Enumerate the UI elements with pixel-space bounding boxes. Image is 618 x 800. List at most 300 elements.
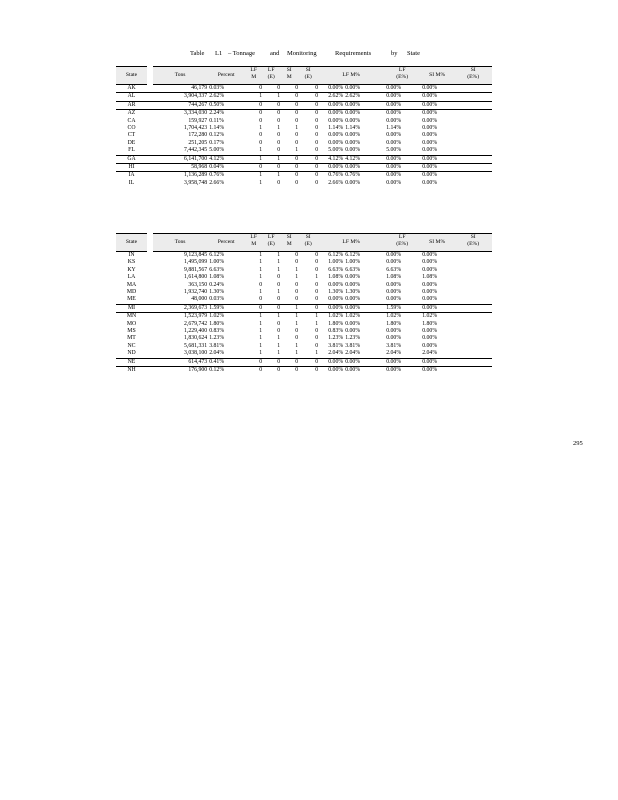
table-row — [116, 267, 492, 274]
cell-lf-m-pct: 0.00% — [345, 296, 361, 303]
cell-lf-m: 0 — [245, 367, 262, 375]
cell-si-m: 0 — [280, 358, 298, 366]
header-si-m-pct: SI M% — [420, 66, 454, 85]
table-row — [116, 164, 492, 172]
cell-pct: 1.23% — [328, 335, 344, 342]
cell-tons: 3,038,100 — [184, 350, 208, 357]
cell-si-e: 0 — [298, 155, 318, 163]
cell-si-e: 0 — [315, 281, 319, 288]
cell-lf-e: 1 — [262, 313, 280, 321]
cell-lf-e-pct: 1.59% — [384, 304, 420, 312]
header-lf-m — [245, 233, 262, 252]
cell-pct: 0.00% — [318, 110, 343, 118]
cell-si-e: 0 — [315, 342, 319, 349]
cell-tons: 3,904,337 — [184, 93, 208, 100]
header-lf-m-line2: M — [251, 74, 257, 80]
cell-lf-m: 1 — [259, 252, 263, 258]
cell-si-m: 0 — [295, 117, 299, 124]
cell-lf-e-pct: 6.63% — [386, 266, 402, 273]
header-lf-m-pct: LF M% — [318, 233, 384, 252]
header-lf-m-line1: LF — [250, 234, 257, 240]
cell-lf-m: 0 — [245, 101, 262, 109]
cell-lf-m-pct: 1.02% — [343, 313, 384, 321]
cell-tons: 363,150 — [188, 281, 208, 288]
cell-si-e: 1 — [298, 313, 318, 321]
cell-percent: 0.17% — [209, 139, 225, 146]
cell-si-m: 0 — [280, 110, 298, 118]
cell-si-m: 0 — [295, 289, 299, 296]
cell-lf-e: 0 — [277, 85, 281, 91]
cell-lf-e-pct: 0.00% — [384, 110, 420, 118]
cell-tons: 9,881,567 — [184, 266, 208, 273]
cell-lf-m-pct: 2.04% — [345, 350, 361, 357]
cell-lf-m: 1 — [245, 172, 262, 180]
table-row — [116, 313, 492, 321]
cell-lf-e: 0 — [277, 179, 281, 186]
cell-lf-m-pct: 0.00% — [343, 110, 384, 118]
cell-lf-m: 0 — [245, 164, 262, 172]
cell-si-m: 0 — [280, 164, 298, 172]
table-row — [116, 155, 492, 163]
cell-tons: 46,179 — [191, 85, 208, 91]
cell-lf-e: 1 — [277, 266, 281, 273]
cell-lf-e-pct: 0.00% — [386, 179, 402, 186]
cell-percent: 1.08% — [209, 274, 225, 281]
header-lf-m-line2: M — [251, 241, 257, 247]
cell-si-m-pct: 0.00% — [422, 259, 438, 266]
cell-state: MD — [126, 289, 137, 296]
cell-lf-e: 0 — [262, 304, 280, 312]
cell-si-m: 1 — [295, 350, 299, 357]
table-row — [116, 304, 492, 312]
header-lf-e-line1: LF — [267, 234, 275, 240]
table-row — [116, 367, 492, 375]
cell-lf-m-pct: 0.00% — [345, 274, 361, 281]
header-state: State — [116, 66, 147, 85]
cell-pct: 1.00% — [328, 259, 344, 266]
cell-lf-e-pct: 0.00% — [386, 139, 402, 146]
cell-lf-m: 0 — [259, 139, 263, 146]
cell-lf-e-pct: 1.80% — [386, 320, 402, 327]
title-requirements: Requirements — [335, 50, 372, 57]
cell-percent: 1.80% — [209, 320, 225, 327]
cell-lf-m: 1 — [259, 147, 263, 154]
cell-lf-e-pct: 0.00% — [384, 101, 420, 109]
cell-pct: 4.12% — [318, 155, 343, 163]
header-lf-e-pct-line1: LF — [398, 234, 406, 240]
header-si-e-line2: (E) — [304, 241, 312, 247]
cell-si-e: 0 — [315, 266, 319, 273]
cell-lf-m: 0 — [245, 304, 262, 312]
table-row — [116, 118, 492, 125]
table-row — [116, 274, 492, 281]
cell-pct: 2.62% — [318, 93, 343, 101]
cell-lf-m-pct: 0.00% — [345, 85, 361, 91]
cell-lf-e: 1 — [262, 172, 280, 180]
cell-si-m: 0 — [295, 259, 299, 266]
cell-lf-e-pct: 2.04% — [386, 350, 402, 357]
cell-state: AR — [116, 101, 147, 109]
header-percent: Percent — [207, 66, 245, 85]
cell-si-e: 0 — [315, 289, 319, 296]
cell-si-m-pct: 1.08% — [422, 274, 438, 281]
cell-si-m-pct: 0.00% — [422, 289, 438, 296]
header-lf-e-pct-line1: LF — [398, 67, 406, 73]
cell-lf-m-pct: 0.00% — [343, 164, 384, 172]
cell-state: KY — [127, 266, 136, 273]
cell-si-m: 1 — [295, 147, 299, 154]
table-row — [116, 328, 492, 335]
header-tons: Tons — [153, 66, 207, 85]
cell-si-e: 0 — [298, 101, 318, 109]
cell-lf-m: 1 — [259, 320, 263, 327]
cell-si-m-pct: 0.00% — [422, 342, 438, 349]
cell-percent: 1.23% — [209, 335, 225, 342]
header-si-e-line2: (E) — [304, 74, 312, 80]
cell-tons: 9,123,845 — [184, 252, 208, 258]
cell-si-m: 1 — [295, 266, 299, 273]
cell-pct: 0.00% — [318, 367, 343, 375]
cell-si-e: 0 — [315, 125, 319, 132]
cell-percent: 0.83% — [209, 328, 225, 335]
cell-lf-m: 1 — [245, 313, 262, 321]
cell-lf-m-pct: 0.76% — [343, 172, 384, 180]
cell-state: AL — [116, 93, 147, 101]
cell-lf-m-pct: 0.00% — [345, 179, 361, 186]
cell-si-m-pct: 0.00% — [420, 172, 454, 180]
cell-si-m: 1 — [295, 274, 299, 281]
cell-pct: 0.00% — [328, 85, 344, 91]
header-si-e-pct-line2: (E%) — [467, 241, 480, 247]
cell-pct: 0.83% — [328, 328, 344, 335]
title-state: State — [407, 50, 420, 57]
cell-si-m-pct: 0.00% — [420, 358, 454, 366]
title-by: by — [391, 50, 398, 57]
cell-state: AZ — [116, 110, 147, 118]
cell-si-m-pct: 0.00% — [422, 117, 438, 124]
header-si-e-pct-line1: SI — [470, 234, 476, 240]
cell-si-m: 0 — [295, 296, 299, 303]
cell-lf-e-pct: 0.00% — [386, 335, 402, 342]
cell-lf-e: 0 — [277, 117, 281, 124]
cell-pct: 2.04% — [328, 350, 344, 357]
table-row — [116, 125, 492, 132]
cell-lf-m: 1 — [259, 125, 263, 132]
cell-tons: 1,614,800 — [184, 274, 208, 281]
cell-si-e: 0 — [315, 139, 319, 146]
cell-state: NC — [127, 342, 136, 349]
cell-lf-m: 0 — [259, 281, 263, 288]
header-lf-e-line2: (E) — [267, 74, 275, 80]
cell-si-m: 1 — [280, 313, 298, 321]
cell-si-e: 0 — [298, 172, 318, 180]
cell-pct: 0.00% — [328, 281, 344, 288]
cell-lf-m-pct: 0.00% — [343, 367, 384, 375]
cell-pct: 6.12% — [328, 252, 344, 258]
cell-si-m: 0 — [295, 252, 299, 258]
cell-si-m-pct: 0.00% — [422, 147, 438, 154]
cell-lf-m: 1 — [259, 335, 263, 342]
data-table-1 — [116, 66, 492, 187]
cell-state: LA — [127, 274, 136, 281]
cell-tons: 7,442,345 — [184, 147, 208, 154]
cell-pct: 5.00% — [328, 147, 344, 154]
table-row — [116, 132, 492, 139]
table-row — [116, 93, 492, 101]
cell-state: NE — [116, 358, 147, 366]
cell-lf-m-pct: 1.14% — [345, 125, 361, 132]
cell-percent: 1.00% — [209, 259, 225, 266]
cell-si-e: 1 — [315, 320, 319, 327]
cell-si-m-pct: 2.04% — [422, 350, 438, 357]
cell-lf-e-pct: 3.81% — [386, 342, 402, 349]
cell-si-e: 1 — [315, 350, 319, 357]
cell-lf-m-pct: 6.63% — [345, 266, 361, 273]
cell-state: CO — [127, 125, 136, 132]
cell-pct: 0.00% — [328, 132, 344, 139]
cell-si-m: 1 — [295, 125, 299, 132]
cell-lf-m-pct: 0.00% — [345, 139, 361, 146]
cell-tons: 2,679,742 — [184, 320, 208, 327]
cell-lf-e-pct: 0.00% — [386, 328, 402, 335]
cell-pct: 0.00% — [318, 304, 343, 312]
table-row — [116, 282, 492, 289]
cell-si-m-pct: 0.00% — [422, 281, 438, 288]
cell-si-m: 0 — [295, 281, 299, 288]
table-row — [116, 252, 492, 259]
cell-tons: 1,136,289 — [184, 172, 208, 179]
header-lf-e — [262, 66, 280, 85]
cell-tons: 3,958,748 — [184, 179, 208, 186]
cell-lf-e: 0 — [277, 328, 281, 335]
header-lf-m-line1: LF — [250, 67, 257, 73]
cell-lf-e-pct: 0.00% — [386, 85, 402, 91]
cell-tons: 172,280 — [188, 132, 208, 139]
cell-si-e: 0 — [315, 132, 319, 139]
cell-tons: 5,681,331 — [184, 342, 208, 349]
cell-lf-e-pct: 1.08% — [386, 274, 402, 281]
table-row — [116, 335, 492, 342]
header-lf-m-pct: LF M% — [318, 66, 384, 85]
cell-si-e: 0 — [298, 110, 318, 118]
cell-si-m-pct: 0.00% — [420, 367, 454, 375]
cell-lf-m: 0 — [259, 132, 263, 139]
cell-state: KS — [127, 259, 136, 266]
cell-lf-e-pct: 0.00% — [386, 117, 402, 124]
cell-lf-e: 0 — [277, 281, 281, 288]
cell-percent: 3.81% — [209, 342, 225, 349]
header-state: State — [116, 233, 147, 252]
cell-state: ND — [127, 350, 136, 357]
cell-lf-m-pct: 1.30% — [345, 289, 361, 296]
cell-state: IN — [128, 252, 135, 258]
cell-state: CT — [127, 132, 136, 139]
cell-si-e: 0 — [315, 85, 319, 91]
table-row — [116, 140, 492, 147]
cell-pct: 1.08% — [328, 274, 344, 281]
cell-lf-e-pct: 0.00% — [386, 281, 402, 288]
cell-tons: 6,141,700 — [184, 155, 208, 162]
cell-si-m: 0 — [280, 155, 298, 163]
cell-lf-e-pct: 0.00% — [384, 367, 420, 375]
cell-si-e: 0 — [315, 335, 319, 342]
cell-percent: 1.59% — [207, 304, 245, 312]
cell-percent: 0.03% — [209, 85, 225, 91]
cell-pct: 0.00% — [318, 164, 343, 172]
cell-si-e: 0 — [315, 179, 319, 186]
header-si-e-pct — [454, 233, 492, 252]
header-si-e — [298, 66, 318, 85]
cell-lf-e: 1 — [277, 350, 281, 357]
cell-percent: 6.12% — [209, 252, 225, 258]
cell-percent: 4.12% — [207, 155, 245, 163]
cell-lf-m: 1 — [259, 259, 263, 266]
cell-lf-e: 0 — [277, 147, 281, 154]
cell-lf-e-pct: 0.00% — [384, 358, 420, 366]
header-row — [116, 233, 492, 252]
cell-tons: 251,205 — [188, 139, 208, 146]
cell-si-e: 0 — [298, 164, 318, 172]
header-si-e-line1: SI — [305, 234, 311, 240]
cell-lf-m: 1 — [259, 266, 263, 273]
cell-tons: 2,369,673 — [184, 304, 208, 311]
table-row — [116, 259, 492, 266]
header-si-e-pct-line1: SI — [470, 67, 476, 73]
cell-lf-m-pct: 0.00% — [343, 358, 384, 366]
cell-tons: 744,267 — [184, 101, 207, 109]
cell-si-m-pct: 0.00% — [422, 335, 438, 342]
table-row — [116, 321, 492, 328]
data-table-2 — [116, 233, 492, 375]
cell-si-e: 0 — [298, 367, 318, 375]
cell-lf-m: 0 — [259, 85, 263, 91]
cell-lf-m-pct: 0.00% — [345, 328, 361, 335]
page-number: 295 — [573, 440, 583, 447]
cell-lf-e-pct: 1.14% — [386, 125, 402, 132]
header-lf-e-line2: (E) — [267, 241, 275, 247]
cell-tons: 1,830,624 — [184, 335, 208, 342]
header-si-e-pct-line2: (E%) — [467, 74, 480, 80]
cell-lf-m: 0 — [259, 117, 263, 124]
table-title — [0, 50, 618, 60]
cell-state: GA — [116, 155, 147, 163]
cell-state: AK — [127, 85, 136, 91]
header-lf-e-pct-line2: (E%) — [396, 241, 409, 247]
cell-tons: 1,704,423 — [184, 125, 208, 132]
cell-si-e: 0 — [298, 304, 318, 312]
cell-si-e: 0 — [315, 117, 319, 124]
cell-state: IA — [116, 172, 147, 180]
header-si-m-pct: SI M% — [420, 233, 454, 252]
table-row — [116, 172, 492, 180]
header-si-e — [298, 233, 318, 252]
cell-lf-e-pct: 0.00% — [386, 132, 402, 139]
cell-percent: 0.24% — [209, 281, 225, 288]
cell-si-m-pct: 0.00% — [422, 266, 438, 273]
cell-lf-e: 0 — [277, 274, 281, 281]
cell-si-m-pct: 0.00% — [422, 85, 438, 91]
cell-percent: 1.30% — [209, 289, 225, 296]
cell-pct: 0.00% — [328, 139, 344, 146]
title-monitoring: Monitoring — [287, 50, 317, 57]
cell-lf-e: 1 — [277, 259, 281, 266]
cell-lf-e: 0 — [262, 110, 280, 118]
cell-percent: 0.12% — [209, 132, 225, 139]
cell-tons: 614,473 — [184, 358, 207, 366]
cell-lf-e: 0 — [277, 320, 281, 327]
cell-state: MA — [126, 281, 137, 288]
cell-si-m-pct: 0.00% — [422, 252, 438, 258]
cell-lf-e-pct: 0.00% — [384, 155, 420, 163]
cell-tons: 159,927 — [188, 117, 208, 124]
cell-si-m-pct: 0.00% — [422, 125, 438, 132]
table-row — [116, 343, 492, 350]
cell-tons: 1,523,979 — [184, 313, 208, 320]
cell-state: NH — [116, 367, 147, 375]
cell-si-e: 0 — [315, 259, 319, 266]
cell-lf-e: 0 — [262, 164, 280, 172]
cell-state: ME — [127, 296, 136, 303]
cell-si-m: 0 — [280, 367, 298, 375]
cell-state: DE — [127, 139, 136, 146]
cell-lf-e: 1 — [277, 252, 281, 258]
cell-si-m: 1 — [295, 320, 299, 327]
cell-si-m-pct: 0.00% — [422, 179, 438, 186]
table-row — [116, 350, 492, 358]
cell-percent: 0.50% — [207, 101, 245, 109]
cell-lf-m-pct: 2.62% — [343, 93, 384, 101]
cell-si-e: 0 — [298, 93, 318, 101]
cell-state: MS — [127, 328, 136, 335]
cell-lf-e-pct: 0.00% — [386, 289, 402, 296]
cell-lf-m: 0 — [245, 110, 262, 118]
cell-pct: 0.00% — [318, 101, 343, 109]
cell-pct: 1.02% — [318, 313, 343, 321]
cell-pct: 0.00% — [328, 296, 344, 303]
header-si-m — [280, 66, 298, 85]
cell-percent: 5.00% — [209, 147, 225, 154]
cell-lf-m-pct: 1.23% — [345, 335, 361, 342]
cell-si-m: 0 — [295, 132, 299, 139]
cell-lf-e: 1 — [277, 289, 281, 296]
cell-lf-m-pct: 0.00% — [345, 132, 361, 139]
cell-state: MT — [127, 335, 136, 342]
cell-lf-e-pct: 0.00% — [386, 296, 402, 303]
cell-percent: 1.14% — [209, 125, 225, 132]
cell-percent: 2.66% — [209, 179, 225, 186]
cell-lf-m-pct: 4.12% — [343, 155, 384, 163]
cell-percent: 0.41% — [207, 358, 245, 366]
cell-pct: 2.66% — [328, 179, 344, 186]
cell-lf-e: 0 — [262, 101, 280, 109]
cell-lf-e: 0 — [262, 358, 280, 366]
cell-si-m-pct: 0.00% — [420, 155, 454, 163]
cell-si-m: 0 — [295, 179, 299, 186]
cell-lf-m-pct: 0.00% — [345, 147, 361, 154]
cell-percent: 0.11% — [209, 117, 224, 124]
cell-pct: 6.63% — [328, 266, 344, 273]
cell-lf-m: 1 — [259, 289, 263, 296]
cell-percent: 0.76% — [207, 172, 245, 180]
header-si-e-pct — [454, 66, 492, 85]
cell-si-m-pct: 1.80% — [422, 320, 438, 327]
cell-si-e: 0 — [315, 296, 319, 303]
title-table-word: Table — [190, 50, 205, 57]
cell-si-m-pct: 0.00% — [422, 296, 438, 303]
cell-si-m: 0 — [295, 335, 299, 342]
title-tonnage: – Tonnage — [228, 50, 256, 57]
cell-lf-e: 1 — [262, 93, 280, 101]
